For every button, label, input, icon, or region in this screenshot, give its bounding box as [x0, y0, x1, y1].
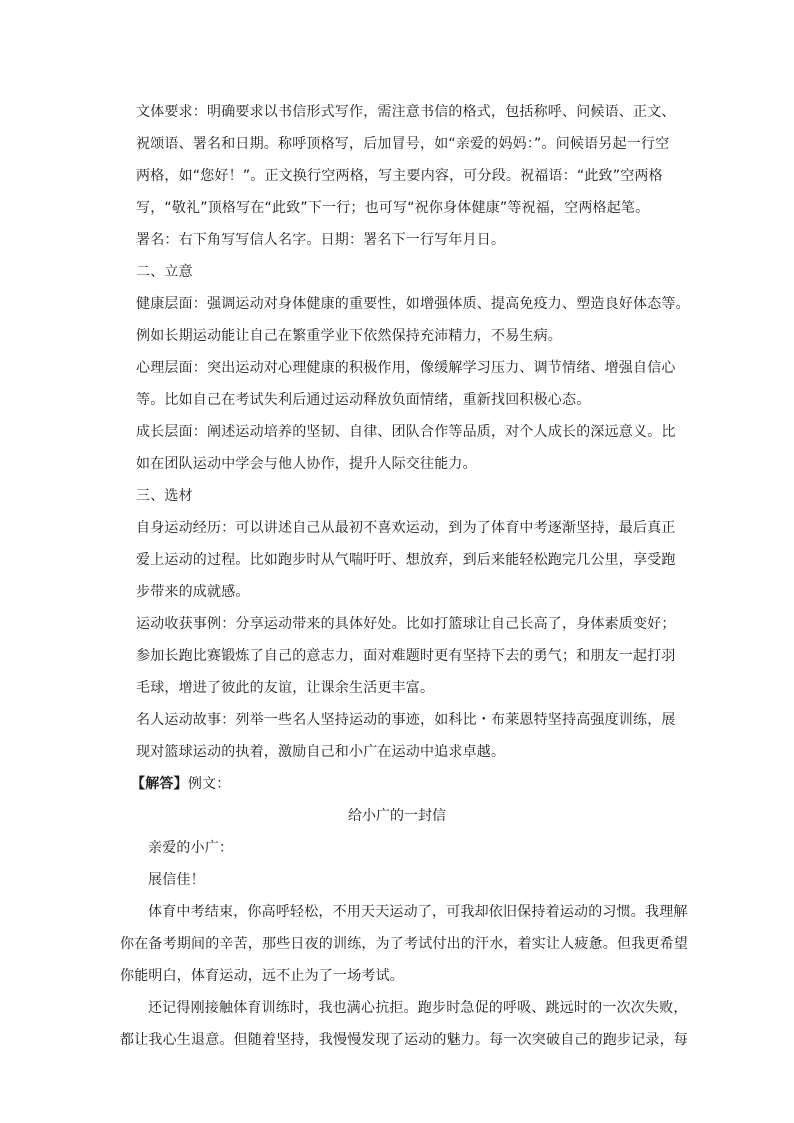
letter-salutation: 亲爱的小广：	[148, 840, 234, 856]
section-three-line-5: 参加长跑比赛锻炼了自己的意志力，面对难题时更有坚持下去的勇气；和朋友一起打羽	[136, 648, 676, 664]
letter-body-line-4: 还记得刚接触体育训练时，我也满心抗拒。跑步时急促的呼吸、跳远时的一次次失败，	[148, 1000, 688, 1016]
section-three-line-8: 现对篮球运动的执着，激励自己和小广在运动中追求卓越。	[136, 744, 506, 760]
requirements-line-2: 祝颂语、署名和日期。称呼顶格写，后加冒号，如“亲爱的妈妈：”。问候语另起一行空	[136, 136, 670, 152]
answer-label	[131, 774, 230, 794]
section-three-line-7: 名人运动故事：列举一些名人坚持运动的事迹，如科比・布莱恩特坚持高强度训练，展	[136, 712, 676, 728]
section-three-line-3: 步带来的成就感。	[136, 584, 250, 600]
section-two-line-6: 如在团队运动中学会与他人协作，提升人际交往能力。	[136, 456, 477, 472]
letter-greeting: 展信佳！	[148, 872, 205, 888]
letter-title: 给小广的一封信	[348, 808, 446, 824]
answer-label-text: 例文：	[187, 776, 231, 792]
section-two-line-1: 健康层面：强调运动对身体健康的重要性，如增强体质、提高免疫力、塑造良好体态等。	[136, 296, 690, 312]
section-two-line-5: 成长层面：阐述运动培养的坚韧、自律、团队合作等品质，对个人成长的深远意义。比	[136, 424, 676, 440]
section-two-line-3: 心理层面：突出运动对心理健康的积极作用，像缓解学习压力、调节情绪、增强自信心	[136, 360, 676, 376]
section-three-line-6: 毛球，增进了彼此的友谊，让课余生活更丰富。	[136, 680, 435, 696]
letter-body-line-5: 都让我心生退意。但随着坚持，我慢慢发现了运动的魅力。每一次突破自己的跑步记录，每	[120, 1032, 688, 1048]
section-two-heading: 二、立意	[136, 264, 193, 280]
answer-bracket-label: 【解答】	[131, 776, 188, 792]
letter-body-line-1: 体育中考结束，你高呼轻松，不用天天运动了，可我却依旧保持着运动的习惯。我理解	[148, 904, 688, 920]
section-two-line-4: 等。比如自己在考试失利后通过运动释放负面情绪，重新找回积极心态。	[136, 392, 591, 408]
requirements-line-4: 写，“敬礼”顶格写在“此致”下一行；也可写“祝你身体健康”等祝福，空两格起笔。	[136, 200, 650, 216]
section-three-heading: 三、选材	[136, 488, 193, 504]
requirements-line-5: 署名：右下角写写信人名字。日期：署名下一行写年月日。	[136, 232, 506, 248]
section-three-line-2: 爱上运动的过程。比如跑步时从气喘吁吁、想放弃，到后来能轻松跑完几公里，享受跑	[136, 552, 676, 568]
requirements-line-3: 两格，如“您好！”。正文换行空两格，写主要内容，可分段。祝福语：“此致”空两格	[136, 168, 663, 184]
section-three-line-1: 自身运动经历：可以讲述自己从最初不喜欢运动，到为了体育中考逐渐坚持，最后真正	[136, 520, 676, 536]
section-three-line-4: 运动收获事例：分享运动带来的具体好处。比如打篮球让自己长高了，身体素质变好；	[136, 616, 676, 632]
requirements-line-1: 文体要求：明确要求以书信形式写作，需注意书信的格式，包括称呼、问候语、正文、	[136, 104, 676, 120]
letter-body-line-2: 你在备考期间的辛苦，那些日夜的训练，为了考试付出的汗水，着实让人疲惫。但我更希望	[120, 936, 688, 952]
letter-body-line-3: 你能明白，体育运动，远不止为了一场考试。	[120, 968, 404, 984]
section-two-line-2: 例如长期运动能让自己在繁重学业下依然保持充沛精力，不易生病。	[136, 328, 562, 344]
